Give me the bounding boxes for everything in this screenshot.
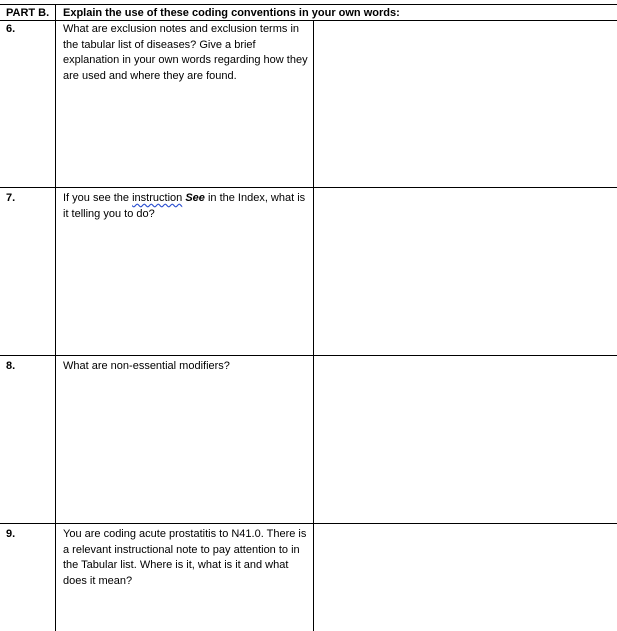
- question-number-7: 7.: [6, 192, 16, 204]
- question-number-8: 8.: [6, 360, 16, 372]
- question-text-6: What are exclusion notes and exclusion terms in the tabular list of diseases? Give a brief explanation in your own words regarding how they are used and where they are found.: [63, 23, 308, 82]
- question-7-see-instruction: See: [185, 192, 205, 204]
- question-7-text-part3: in the Index, what is it telling you to do?: [63, 192, 306, 220]
- question-text-9: You are coding acute prostatitis to N41.0. There is a relevant instructional note to pay attention to in the Tabular list. Where is it, what is it and what does it mean?: [63, 528, 307, 587]
- question-text-7: [63, 191, 309, 222]
- part-instruction: Explain the use of these coding conventions in your own words:: [63, 7, 400, 19]
- answer-cell-7[interactable]: [314, 188, 617, 355]
- answer-cell-9[interactable]: [314, 524, 617, 631]
- answer-cell-6[interactable]: [314, 21, 617, 187]
- answer-cell-8[interactable]: [314, 356, 617, 523]
- question-text-8: What are non-essential modifiers?: [63, 360, 230, 372]
- question-number-6: 6.: [6, 23, 16, 35]
- table-border-top: [0, 4, 617, 5]
- question-7-underlined-word: instruction: [132, 192, 183, 204]
- part-label: PART B.: [6, 7, 50, 19]
- column-divider-number: [55, 4, 56, 631]
- question-number-9: 9.: [6, 528, 16, 540]
- question-7-text-part1: If you see the: [63, 192, 133, 204]
